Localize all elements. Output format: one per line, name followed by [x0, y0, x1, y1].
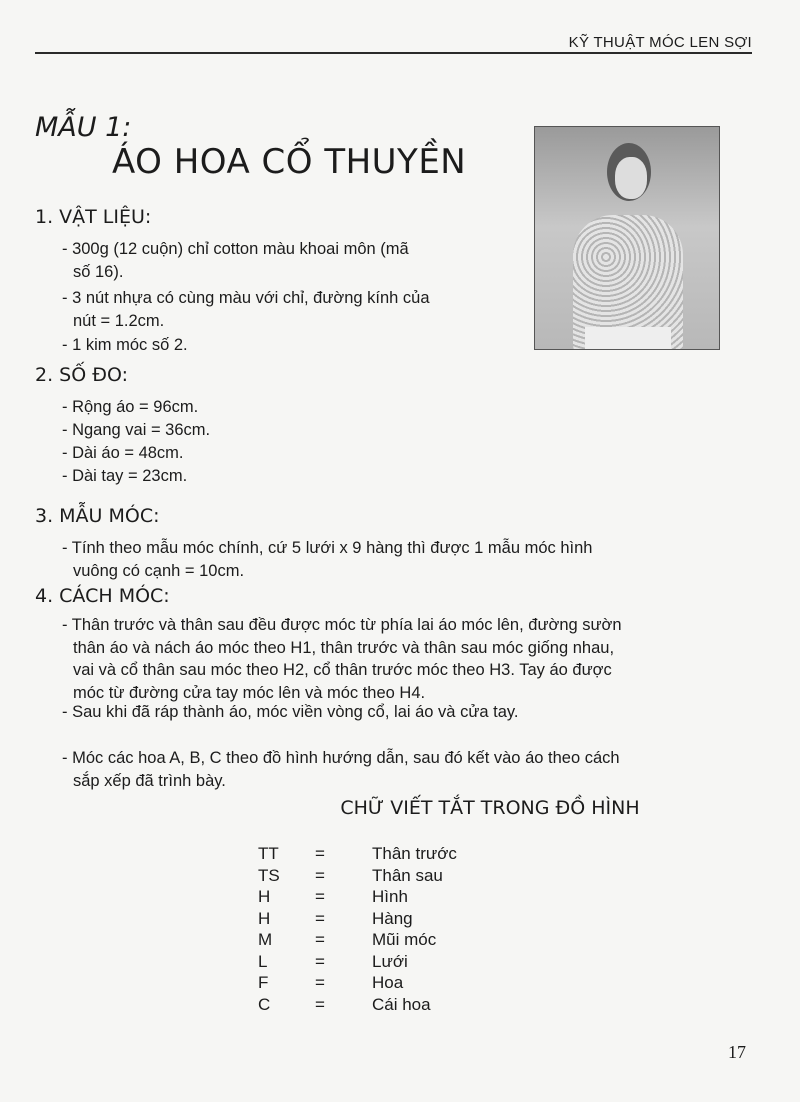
abbr-equals: = — [315, 887, 325, 906]
abbr-code: F — [258, 973, 269, 992]
abbr-code: M — [258, 930, 273, 949]
item-line: - Dài tay = 23cm. — [62, 467, 188, 485]
abbreviations-title: CHỮ VIẾT TẮT TRONG ĐỒ HÌNH — [340, 797, 640, 819]
abbr-code: H — [258, 887, 271, 906]
abbr-meaning: Lưới — [372, 951, 408, 971]
abbr-meaning: Cái hoa — [372, 994, 431, 1014]
abbreviation-row — [258, 909, 457, 931]
item-line: - 300g (12 cuộn) chỉ cotton màu khoai môn (mã — [62, 240, 409, 258]
item-line: - Dài áo = 48cm. — [62, 444, 184, 462]
abbr-meaning: Mũi móc — [372, 930, 437, 949]
item-line: vai và cổ thân sau móc theo H2, cổ thân trước móc theo H3. Tay áo được — [73, 661, 612, 679]
pattern-label: MẪU 1: — [35, 112, 132, 143]
abbr-equals: = — [315, 973, 325, 992]
item-line: nút = 1.2cm. — [73, 311, 165, 330]
abbreviation-row — [258, 995, 457, 1017]
abbreviations-table — [258, 844, 457, 1016]
item-line: - Sau khi đã ráp thành áo, móc viền vòng cổ, lai áo và cửa tay. — [62, 703, 519, 721]
abbr-code: L — [258, 951, 268, 971]
page-number: 17 — [728, 1042, 746, 1062]
abbr-equals: = — [315, 908, 325, 928]
list-item — [62, 419, 762, 442]
item-line: - 1 kim móc số 2. — [62, 336, 188, 354]
abbr-code: TT — [258, 844, 279, 863]
item-line: - Rộng áo = 96cm. — [62, 398, 199, 416]
section-heading: 1. VẬT LIỆU: — [35, 206, 152, 228]
abbr-meaning: Thân trước — [372, 844, 457, 863]
list-item — [62, 396, 762, 419]
abbreviation-row — [258, 930, 457, 952]
abbr-meaning: Hàng — [372, 908, 413, 928]
abbreviation-row — [258, 887, 457, 909]
abbreviation-row — [258, 844, 457, 866]
list-item — [62, 701, 762, 724]
abbr-meaning: Hình — [372, 887, 408, 906]
abbr-equals: = — [315, 994, 325, 1014]
running-header: KỸ THUẬT MÓC LEN SỢI — [568, 34, 752, 51]
list-item — [62, 537, 762, 582]
page-title: ÁO HOA CỔ THUYỀN — [112, 142, 467, 182]
abbr-code: H — [258, 908, 271, 928]
list-item — [62, 747, 762, 792]
abbreviation-row — [258, 952, 457, 974]
list-item — [62, 287, 762, 332]
list-item — [62, 465, 762, 488]
item-line: - 3 nút nhựa có cùng màu với chỉ, đường kính của — [62, 289, 430, 307]
abbr-equals: = — [315, 951, 325, 971]
item-line: móc từ đường cửa tay móc lên và móc theo H4. — [73, 683, 426, 702]
abbr-equals: = — [315, 930, 325, 949]
list-item — [62, 334, 762, 357]
abbr-meaning: Thân sau — [372, 865, 443, 885]
header-rule — [35, 52, 752, 54]
list-item — [62, 614, 762, 704]
section-heading: 3. MẪU MÓC: — [35, 505, 160, 527]
item-line: thân áo và nách áo móc theo H1, thân trước và thân sau móc giống nhau, — [73, 638, 615, 657]
abbr-code: TS — [258, 865, 280, 885]
item-line: sắp xếp đã trình bày. — [73, 771, 226, 790]
item-line: - Ngang vai = 36cm. — [62, 421, 211, 439]
item-line: - Thân trước và thân sau đều được móc từ phía lai áo móc lên, đường sườn — [62, 616, 622, 634]
item-line: - Móc các hoa A, B, C theo đồ hình hướng dẫn, sau đó kết vào áo theo cách — [62, 749, 620, 767]
abbr-code: C — [258, 994, 271, 1014]
section-heading: 2. SỐ ĐO: — [35, 364, 128, 386]
item-line: - Tính theo mẫu móc chính, cứ 5 lưới x 9 hàng thì được 1 mẫu móc hình — [62, 539, 593, 557]
list-item — [62, 442, 762, 465]
abbreviation-row — [258, 866, 457, 888]
abbr-equals: = — [315, 865, 325, 885]
item-line: số 16). — [73, 262, 124, 281]
abbr-meaning: Hoa — [372, 973, 404, 992]
abbreviation-row — [258, 973, 457, 995]
abbr-equals: = — [315, 844, 325, 863]
list-item — [62, 238, 762, 283]
section-heading: 4. CÁCH MÓC: — [35, 585, 170, 607]
item-line: vuông có cạnh = 10cm. — [73, 561, 245, 580]
